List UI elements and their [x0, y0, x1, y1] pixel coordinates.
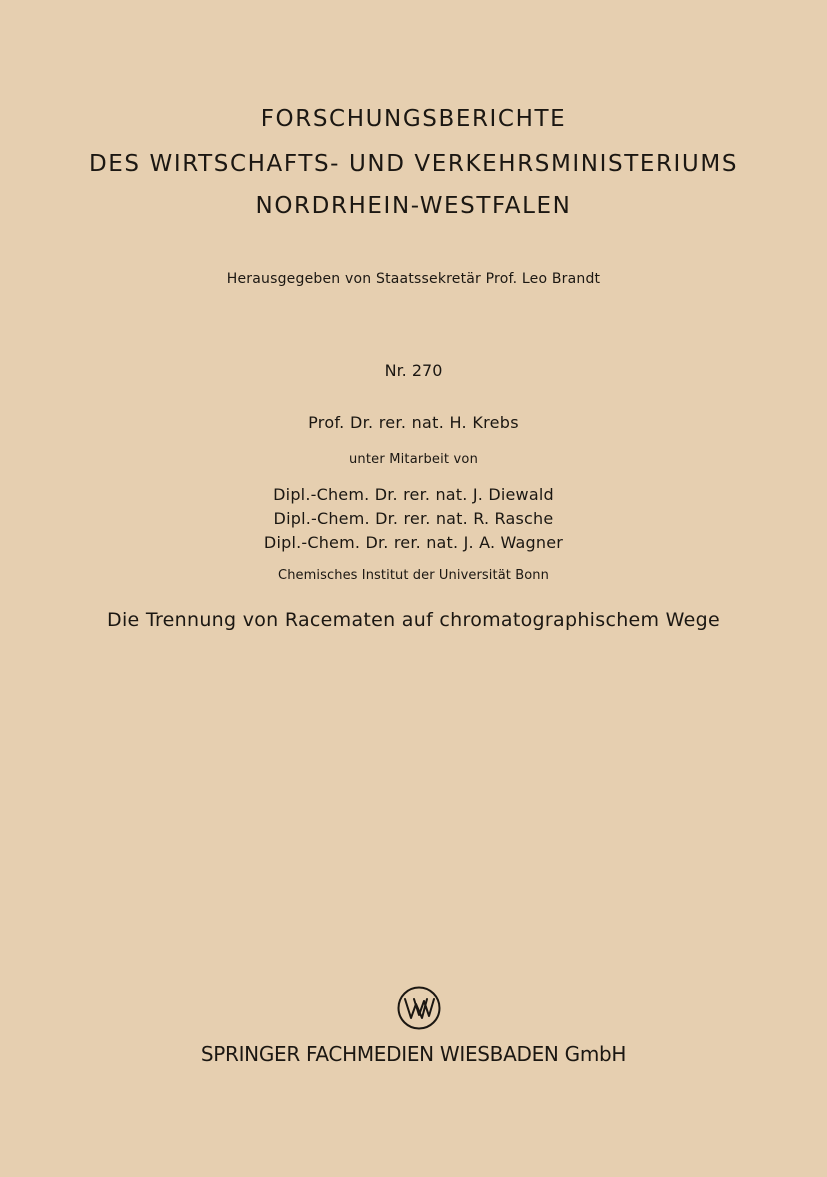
series-title-line-1: FORSCHUNGSBERICHTE — [260, 106, 567, 132]
series-title-line-3: NORDRHEIN-WESTFALEN — [255, 193, 572, 219]
coauthor: Dipl.-Chem. Dr. rer. nat. J. A. Wagner — [263, 533, 564, 552]
collaboration-note: unter Mitarbeit von — [348, 452, 479, 467]
springer-vs-logo-icon — [396, 985, 442, 1031]
institute-affiliation: Chemisches Institut der Universität Bonn — [278, 568, 549, 583]
coauthor: Dipl.-Chem. Dr. rer. nat. J. Diewald — [273, 485, 554, 504]
series-title-line-2: DES WIRTSCHAFTS- UND VERKEHRSMINISTERIUMS — [88, 151, 739, 177]
main-author: Prof. Dr. rer. nat. H. Krebs — [308, 413, 519, 432]
editor-statement: Herausgegeben von Staatssekretär Prof. Leo Brandt — [226, 271, 601, 287]
publisher-name: SPRINGER FACHMEDIEN WIESBADEN GmbH — [200, 1042, 627, 1066]
report-title: Die Trennung von Racematen auf chromatographischem Wege — [107, 609, 720, 631]
coauthor: Dipl.-Chem. Dr. rer. nat. R. Rasche — [273, 509, 554, 528]
volume-number: Nr. 270 — [384, 361, 443, 380]
